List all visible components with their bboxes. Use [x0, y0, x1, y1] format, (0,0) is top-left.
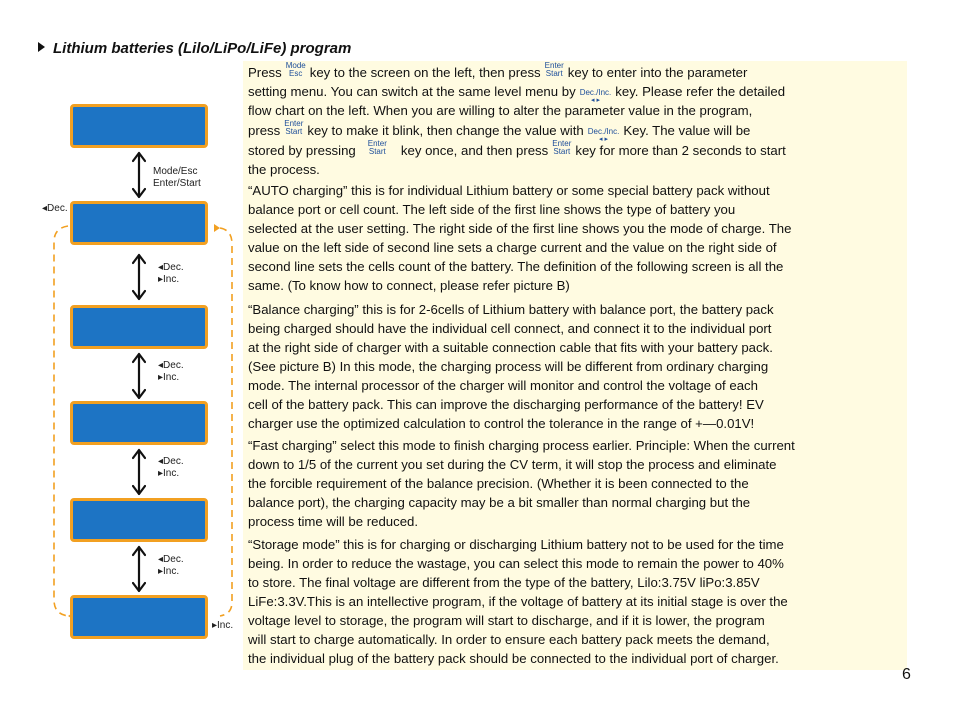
intro-paragraph: Press Mode Esc key to the screen on the left, then press Enter Start key to enter into the parameter setting menu. You can switch at the same level menu by Dec./Inc. ◂ ▸ key. Please refer the detailed flow chart on the left. When you are willing to alter the parameter value in the program, press Enter Start key to make it blink, then change the value with Dec./Inc. ◂ ▸ Key. The value will be stored by pressing Enter Start key once, and then press Enter Start key for more than 2 seconds to start the process.: [248, 62, 910, 179]
dec-label: ◂Dec.: [158, 456, 184, 467]
lcd-screen-2: [70, 201, 208, 245]
inc-label: ▸Inc.: [158, 274, 180, 285]
dec-label: ◂Dec.: [158, 554, 184, 565]
dec-label: ◂Dec.: [158, 360, 184, 371]
dec-inc-key-icon: Dec./Inc. ◂ ▸: [580, 89, 612, 101]
section-title-text: Lithium batteries (Lilo/LiPo/LiFe) program: [53, 40, 352, 57]
inc-label: ▸Inc.: [158, 468, 180, 479]
dec-inc-key-icon: Dec./Inc. ◂ ▸: [588, 128, 620, 140]
dec-left-label: ◂Dec.: [42, 203, 68, 214]
lcd-screen-6: [70, 595, 208, 639]
enter-start-key-icon: Enter Start: [544, 61, 564, 78]
lcd-screen-4: [70, 401, 208, 445]
fast-charging-paragraph: “Fast charging” select this mode to finish charging process earlier. Principle: When the current down to 1/5 of the current you set during the CV term, it will stop the process and eliminate the forcible requirement of the balance precision. (Whether it is been connected to the balance port), the charging capacity may be a bit smaller than normal charging but the process time will be reduced.: [248, 438, 795, 529]
bullet-triangle-icon: [38, 42, 45, 52]
mode-esc-label: Mode/Esc: [153, 166, 198, 177]
lcd-screen-1: [70, 104, 208, 148]
page-number: 6: [902, 666, 911, 683]
lcd-screen-5: [70, 498, 208, 542]
lcd-screen-3: [70, 305, 208, 349]
mode-esc-key-icon: Mode Esc: [285, 61, 306, 78]
enter-start-key-icon: Enter Start: [284, 119, 304, 136]
double-arrow-icon: [132, 253, 146, 301]
inc-bottom-label: ▸Inc.: [212, 620, 234, 631]
enter-start-key-icon: Enter Start: [367, 139, 387, 156]
balance-charging-paragraph: “Balance charging” this is for 2-6cells of Lithium battery with balance port, the battery pack being charged should have the individual cell connect, and connect it to the individual port at the right side of charger with a suitable connection cable that fits with your battery pack. (See picture B) In this mode, the charging process will be different from ordinary charging mode. The internal processor of the charger will monitor and control the voltage of each cell of the battery pack. This can improve the discharging performance of the battery! EV charger use the optimized calculation to control the tolerance in the range of +—0.01V!: [248, 302, 774, 431]
inc-label: ▸Inc.: [158, 566, 180, 577]
enter-start-key-icon: Enter Start: [552, 139, 572, 156]
section-title: [38, 40, 351, 57]
dec-label: ◂Dec.: [158, 262, 184, 273]
auto-charging-paragraph: “AUTO charging” this is for individual Lithium battery or some special battery pack without balance port or cell count. The left side of the first line shows the type of battery you selected at the user setting. The right side of the first line shows you the mode of charge. The value on the left side of second line sets a charge current and the value on the right side of second line sets the cells count of the battery. The definition of the following screen is all the same. (To know how to connect, please refer picture B): [248, 183, 792, 293]
double-arrow-icon: [132, 151, 146, 199]
double-arrow-icon: [132, 545, 146, 593]
storage-mode-paragraph: “Storage mode” this is for charging or discharging Lithium battery not to be used for the time being. In order to reduce the wastage, you can select this mode to remain the power to 40% to store. The final voltage are different from the type of the battery, Lilo:3.75V liPo:3.85V LiFe:3.3V.This is an intellective program, if the voltage of battery at its initial stage is over the voltage level to storage, the program will start to discharge, and if it is lower, the program will start to charge automatically. In order to ensure each battery pack meets the demand, the individual plug of the battery pack should be connected to the individual port of charger.: [248, 537, 788, 666]
inc-label: ▸Inc.: [158, 372, 180, 383]
double-arrow-icon: [132, 448, 146, 496]
double-arrow-icon: [132, 352, 146, 400]
enter-start-label: Enter/Start: [153, 178, 201, 189]
